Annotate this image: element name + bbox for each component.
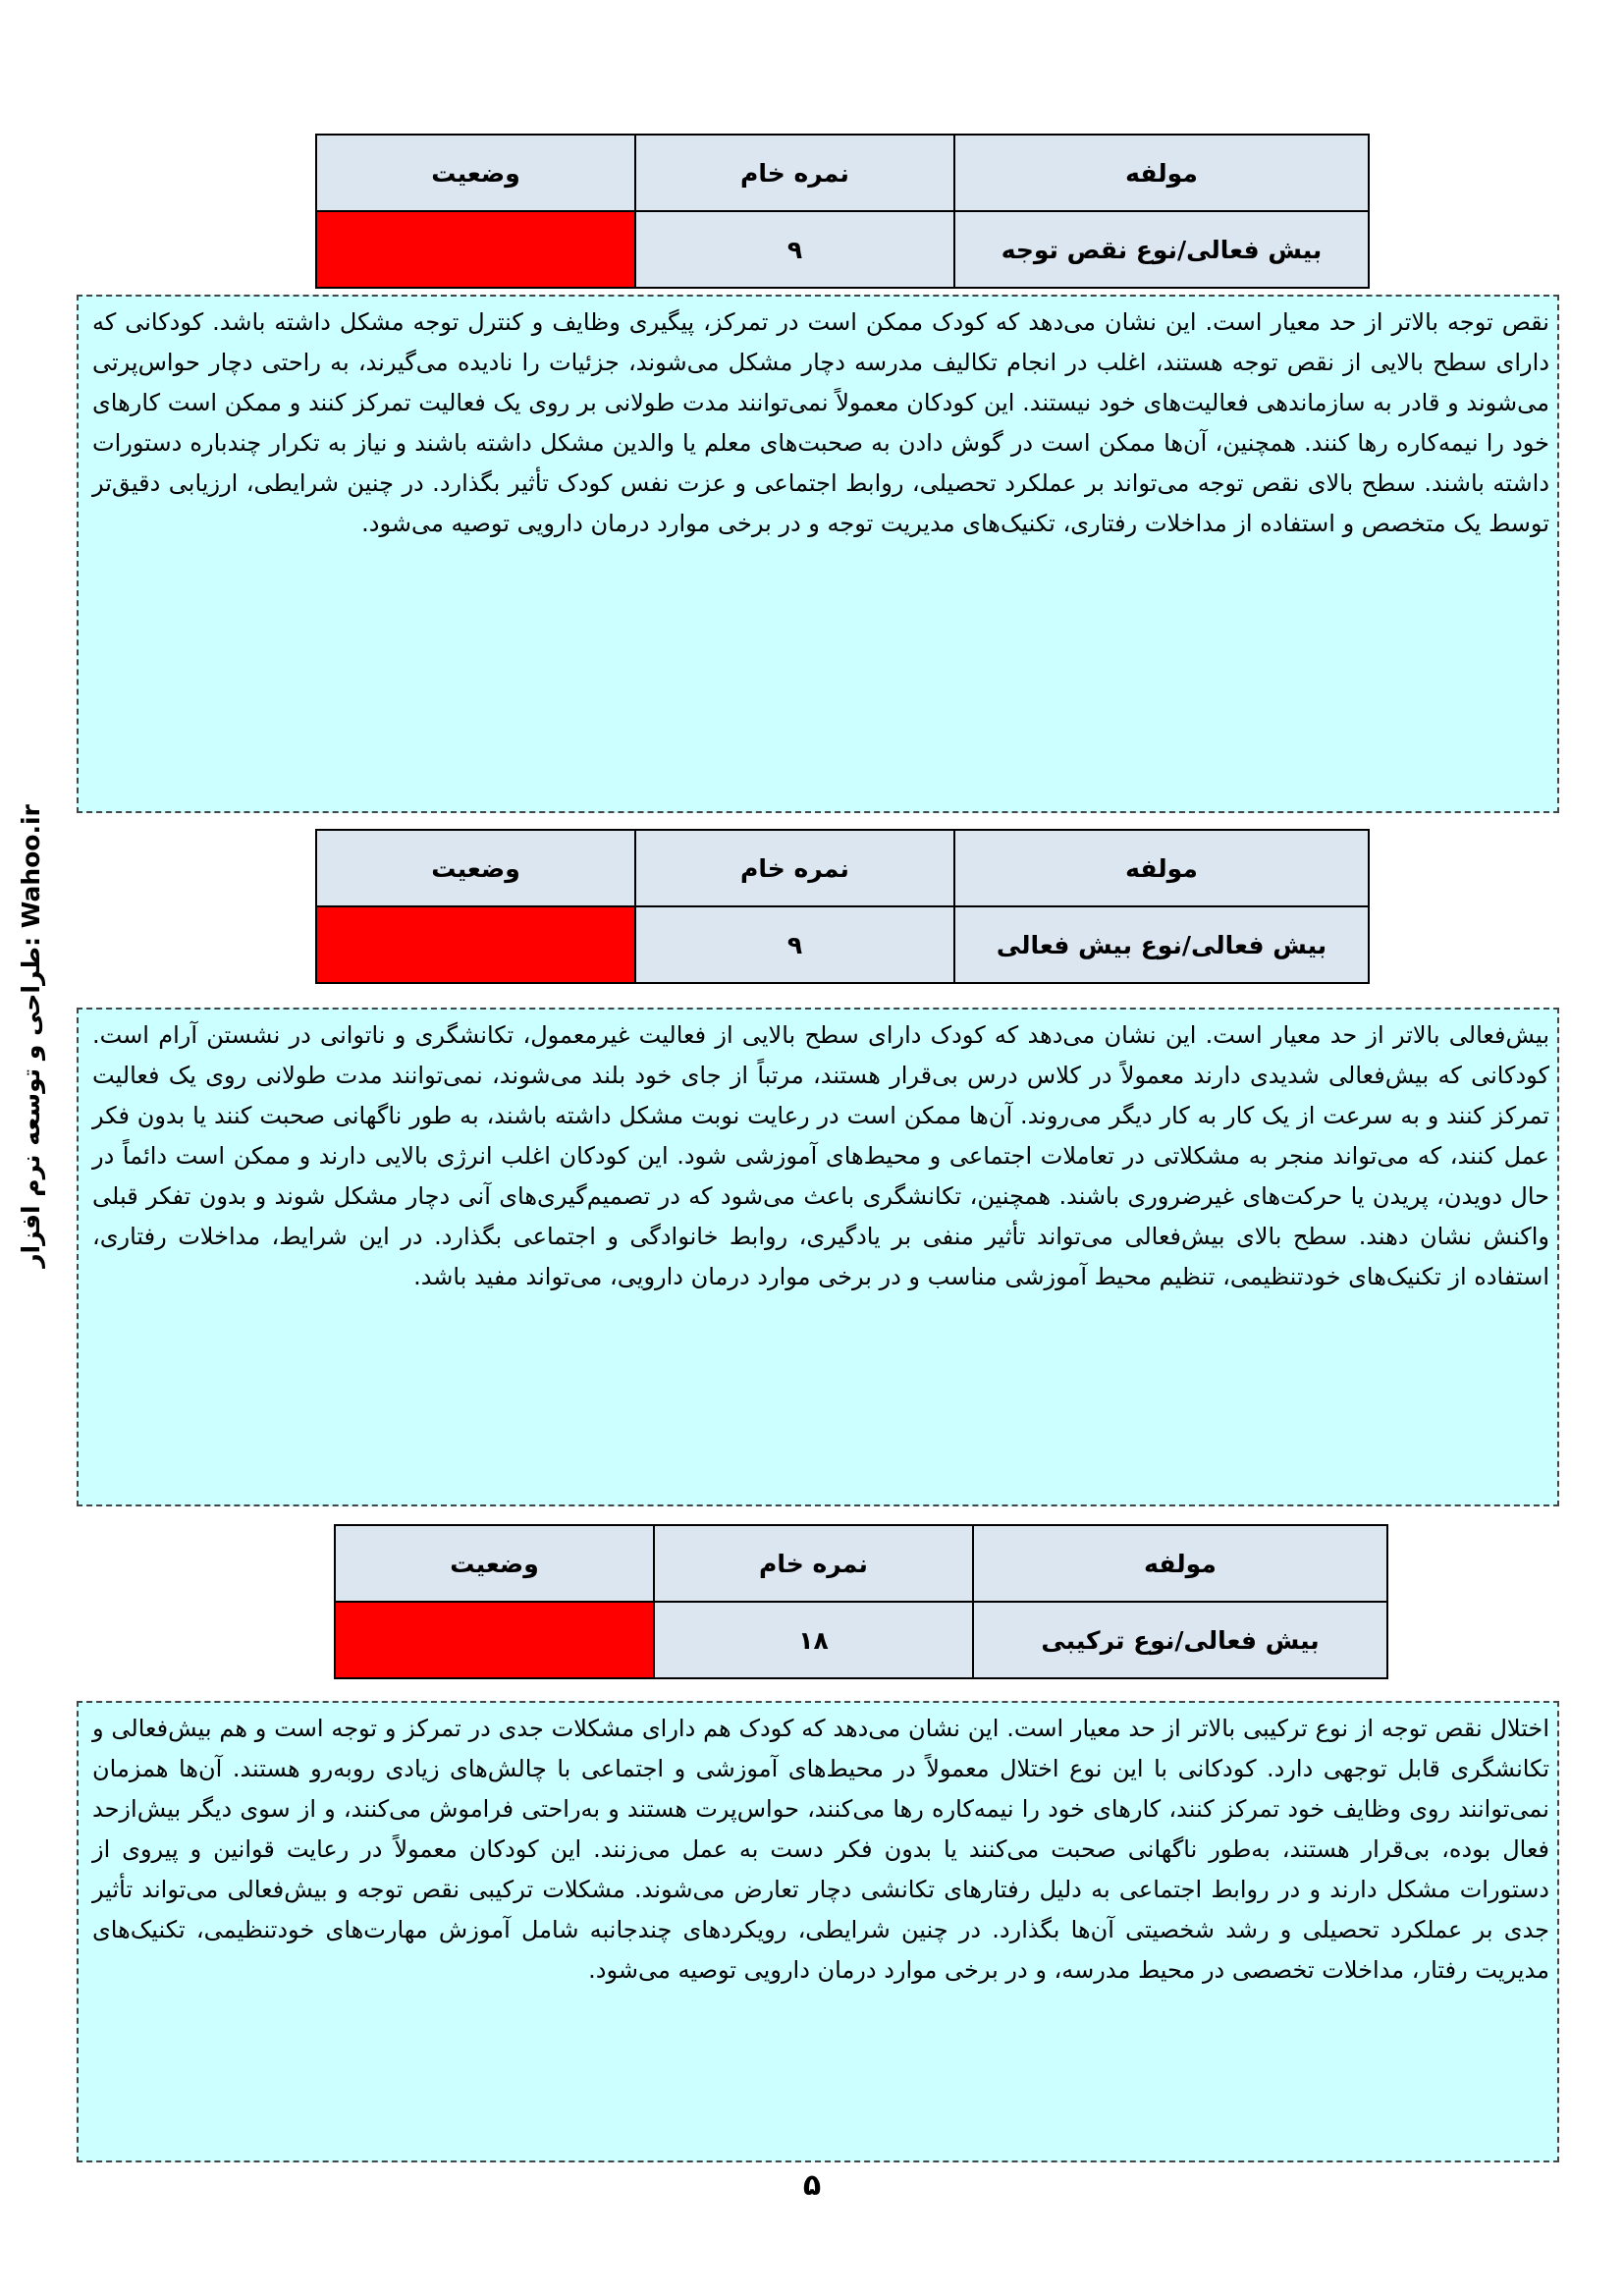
- header-raw-score: نمره خام: [635, 830, 954, 906]
- score-table-3: [334, 1524, 1388, 1679]
- table-header-row: [335, 1525, 1387, 1602]
- description-box-3: [77, 1701, 1559, 2162]
- score-table-2: [315, 829, 1370, 984]
- table-row: [316, 211, 1369, 288]
- table-row: [335, 1602, 1387, 1678]
- status-indicator: [335, 1602, 654, 1678]
- header-raw-score: نمره خام: [654, 1525, 973, 1602]
- table-header-row: [316, 830, 1369, 906]
- description-box-2: [77, 1008, 1559, 1506]
- side-label-text: طراحی و توسعه نرم افزار: Wahoo.ir: [17, 804, 45, 1268]
- table-header-row: [316, 135, 1369, 211]
- component-name: بیش فعالی/نوع ترکیبی: [973, 1602, 1387, 1678]
- side-label: [16, 781, 47, 1291]
- header-component: مولفه: [973, 1525, 1387, 1602]
- header-status: وضعیت: [316, 830, 635, 906]
- raw-score-value: ۱۸: [654, 1602, 973, 1678]
- table-row: [316, 906, 1369, 983]
- status-indicator: [316, 906, 635, 983]
- header-component: مولفه: [954, 830, 1369, 906]
- description-text: نقص توجه بالاتر از حد معیار است. این نشان می‌دهد که کودک ممکن است در تمرکز، پیگیری وظایف و کنترل توجه مشکل داشته باشد. کودکانی که دارای سطح بالایی از نقص توجه هستند، اغلب در انجام تکالیف مدرسه دچار مشکل می‌شوند، جزئیات را نادیده می‌گیرند، به راحتی دچار حواس‌پرتی می‌شوند و قادر به سازماندهی فعالیت‌های خود نیستند. این کودکان معمولاً نمی‌توانند مدت طولانی بر روی یک فعالیت تمرکز کنند و ممکن است کارهای خود را نیمه‌کاره رها کنند. همچنین، آن‌ها ممکن است در گوش دادن به صحبت‌های معلم یا والدین مشکل داشته باشند و نیاز به تکرار چندباره دستورات داشته باشند. سطح بالای نقص توجه می‌تواند بر عملکرد تحصیلی، روابط اجتماعی و عزت نفس کودک تأثیر بگذارد. در چنین شرایطی، ارزیابی دقیق‌تر توسط یک متخصص و استفاده از مداخلات رفتاری، تکنیک‌های مدیریت توجه و در برخی موارد درمان دارویی توصیه می‌شود.: [92, 308, 1549, 537]
- header-status: وضعیت: [335, 1525, 654, 1602]
- component-name: بیش فعالی/نوع نقص توجه: [954, 211, 1369, 288]
- description-text: اختلال نقص توجه از نوع ترکیبی بالاتر از حد معیار است. این نشان می‌دهد که کودک هم دارای مشکلات جدی در تمرکز و توجه است و هم بیش‌فعالی و تکانشگری قابل توجهی دارد. کودکانی با این نوع اختلال معمولاً در محیط‌های آموزشی و اجتماعی با چالش‌های زیادی روبه‌رو هستند. آن‌ها همزمان نمی‌توانند روی وظایف خود تمرکز کنند، کارهای خود را نیمه‌کاره رها می‌کنند، حواس‌پرت هستند و به‌راحتی فراموش می‌کنند، و از سوی دیگر بیش‌ازحد فعال بوده، بی‌قرار هستند، به‌طور ناگهانی صحبت می‌کنند یا بدون فکر دست به عمل می‌زنند. این کودکان معمولاً در رعایت قوانین و پیروی از دستورات مشکل دارند و در روابط اجتماعی به دلیل رفتارهای تکانشی دچار تعارض می‌شوند. مشکلات ترکیبی نقص توجه و بیش‌فعالی می‌تواند تأثیر جدی بر عملکرد تحصیلی و رشد شخصیتی آن‌ها بگذارد. در چنین شرایطی، رویکردهای چندجانبه شامل آموزش مهارت‌های خودتنظیمی، تکنیک‌های مدیریت رفتار، مداخلات تخصصی در محیط مدرسه، و در برخی موارد درمان دارویی توصیه می‌شود.: [92, 1715, 1549, 1984]
- description-box-1: [77, 295, 1559, 813]
- page-number: ۵: [802, 2168, 822, 2203]
- status-indicator: [316, 211, 635, 288]
- header-raw-score: نمره خام: [635, 135, 954, 211]
- score-table-1: [315, 134, 1370, 289]
- raw-score-value: ۹: [635, 906, 954, 983]
- raw-score-value: ۹: [635, 211, 954, 288]
- description-text: بیش‌فعالی بالاتر از حد معیار است. این نشان می‌دهد که کودک دارای سطح بالایی از فعالیت غیرمعمول، تکانشگری و ناتوانی در نشستن آرام است. کودکانی که بیش‌فعالی شدیدی دارند معمولاً در کلاس درس بی‌قرار هستند، مرتباً از جای خود بلند می‌شوند، نمی‌توانند مدت طولانی روی یک فعالیت تمرکز کنند و به سرعت از یک کار به کار دیگر می‌روند. آن‌ها ممکن است در رعایت نوبت مشکل داشته باشند، به طور ناگهانی صحبت کنند یا بدون فکر عمل کنند، که می‌تواند منجر به مشکلاتی در تعاملات اجتماعی و محیط‌های آموزشی شود. این کودکان اغلب انرژی بالایی دارند و ممکن است دائماً در حال دویدن، پریدن یا حرکت‌های غیرضروری باشند. همچنین، تکانشگری باعث می‌شود که در تصمیم‌گیری‌های آنی دچار مشکل شوند و بدون تفکر قبلی واکنش نشان دهند. سطح بالای بیش‌فعالی می‌تواند تأثیر منفی بر یادگیری، روابط خانوادگی و اجتماعی بگذارد. در این شرایط، مداخلات رفتاری، استفاده از تکنیک‌های خودتنظیمی، تنظیم محیط آموزشی مناسب و در برخی موارد درمان دارویی، می‌تواند مفید باشد.: [92, 1021, 1549, 1290]
- header-component: مولفه: [954, 135, 1369, 211]
- component-name: بیش فعالی/نوع بیش فعالی: [954, 906, 1369, 983]
- header-status: وضعیت: [316, 135, 635, 211]
